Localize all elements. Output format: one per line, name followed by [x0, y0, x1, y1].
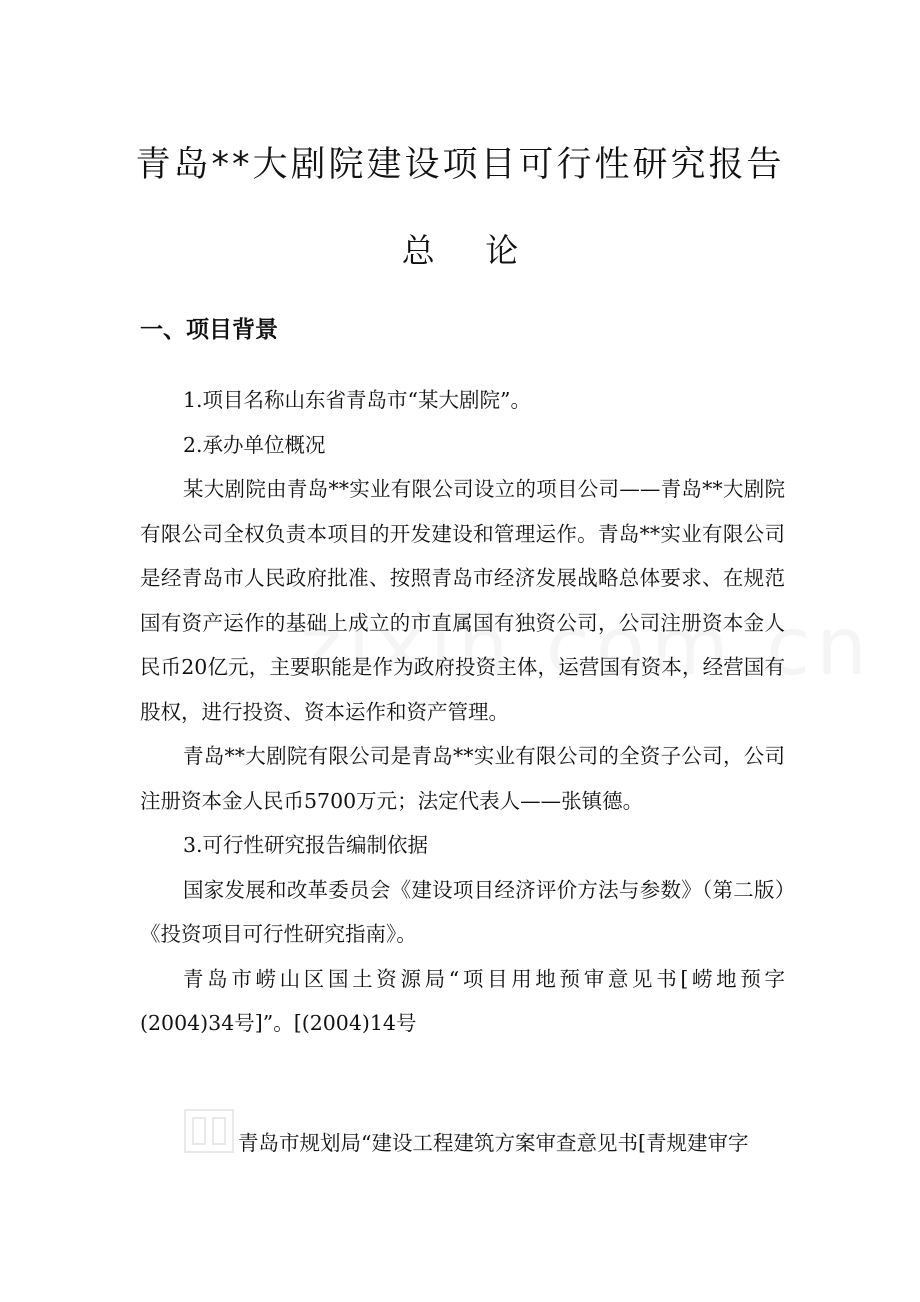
document-subtitle: 总 论	[401, 231, 519, 270]
paragraph-project-name: 1.项目名称山东省青岛市“某大剧院”。	[183, 388, 532, 412]
paragraph-organizer-overview: 某大剧院由青岛**实业有限公司设立的项目公司——青岛**大剧院有限公司全权负责本项目的开发建设和管理运作。青岛**实业有限公司是经青岛市人民政府批准、按照青岛市经济发展战略总体要求、在规范国有资产运作的基础上成立的市直属国有独资公司，公司注册资本金人民币20亿元，主要职能是作为政府投资主体，运营国有资本，经营国有股权，进行投资、资本运作和资产管理。	[140, 477, 785, 724]
paragraph-basis-land: 青岛市崂山区国土资源局“项目用地预审意见书[崂地预字(2004)34号]”。[(2004)14号	[140, 966, 785, 1035]
paragraph-basis-heading: 3.可行性研究报告编制依据	[183, 833, 429, 857]
body-text	[140, 378, 785, 1046]
section-heading: 一、项目背景	[140, 317, 278, 343]
document-title: 青岛**大剧院建设项目可行性研究报告	[135, 145, 785, 185]
paragraph-planning-bureau: 青岛市规划局“建设工程建筑方案审查意见书[青规建审字	[238, 1131, 749, 1155]
stamp-mark-icon	[183, 1106, 235, 1156]
paragraph-organizer-heading: 2.承办单位概况	[183, 432, 326, 457]
paragraph-basis-ndrc: 国家发展和改革委员会《建设项目经济评价方法与参数》（第二版）《投资项目可行性研究指南》。	[140, 877, 785, 946]
paragraph-subsidiary: 青岛**大剧院有限公司是青岛**实业有限公司的全资子公司，公司注册资本金人民币5700万元；法定代表人——张镇德。	[140, 744, 785, 813]
